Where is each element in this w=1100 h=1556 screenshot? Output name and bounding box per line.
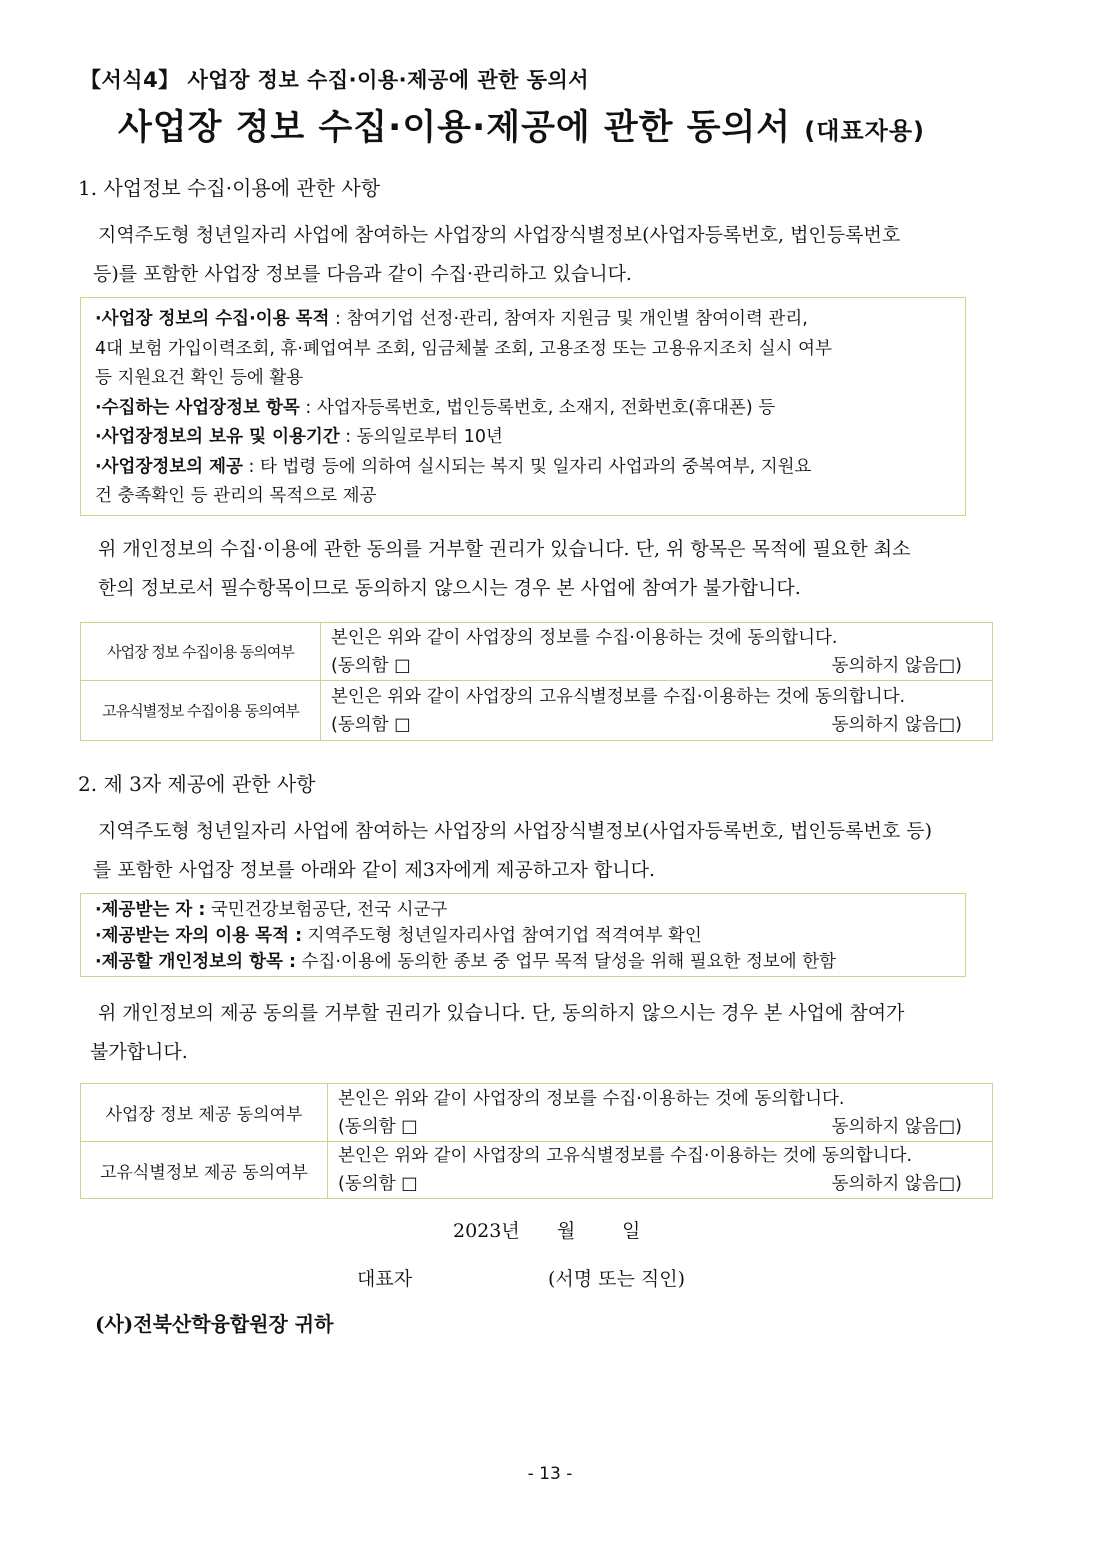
- disagree-checkbox[interactable]: 동의하지 않음□): [831, 714, 962, 735]
- consent-label: 사업장 정보 수집이용 동의여부: [81, 623, 321, 681]
- info-item-label: ·사업장 정보의 수집·이용 목적: [95, 309, 330, 329]
- consent-label: 고유식별정보 수집이용 동의여부: [81, 681, 321, 741]
- info-item-text: 국민건강보험공단, 전국 시군구: [205, 900, 448, 920]
- agree-checkbox[interactable]: (동의함 □: [338, 1116, 418, 1137]
- consent-label: 고유식별정보 제공 동의여부: [81, 1142, 328, 1199]
- date-month: 월: [557, 1220, 576, 1242]
- section2-heading: 2. 제 3자 제공에 관한 사항: [78, 772, 316, 796]
- info-item: [95, 364, 965, 394]
- signature-field[interactable]: (서명 또는 직인): [548, 1268, 686, 1290]
- consent-row: [81, 681, 993, 741]
- section2-consent-table: [80, 1083, 993, 1199]
- info-item: [95, 482, 965, 512]
- section1-intro-line: 등)를 포함한 사업장 정보를 다음과 같이 수집·관리하고 있습니다.: [93, 263, 632, 285]
- notice-line: 위 개인정보의 제공 동의를 거부할 권리가 있습니다. 단, 동의하지 않으시는 경우 본 사업에 참여가: [98, 1002, 905, 1024]
- notice-line: 위 개인정보의 수집·이용에 관한 동의를 거부할 권리가 있습니다. 단, 위 항목은 목적에 필요한 최소: [98, 538, 911, 560]
- section1-info-box: [80, 297, 966, 516]
- info-item-text: : 동의일로부터 10년: [339, 427, 503, 447]
- info-item-label: ·수집하는 사업장정보 항목: [95, 397, 300, 418]
- info-item-text: 수집·이용에 동의한 종보 중 업무 목적 달성을 위해 필요한 정보에 한함: [295, 952, 837, 972]
- disagree-checkbox[interactable]: 동의하지 않음□): [831, 655, 962, 676]
- section1-intro-line: 지역주도형 청년일자리 사업에 참여하는 사업장의 사업장식별정보(사업자등록번호, 법인등록번호: [98, 224, 901, 246]
- date-day: 일: [622, 1220, 641, 1242]
- notice-line: 불가합니다.: [90, 1041, 188, 1063]
- consent-row: [81, 1142, 993, 1199]
- info-item-text: 4대 보험 가입이력조회, 휴·폐업여부 조회, 임금체불 조회, 고용조정 또는 고용유지조치 실시 여부: [95, 338, 832, 359]
- consent-statement: 본인은 위와 같이 사업장의 고유식별정보를 수집·이용하는 것에 동의합니다.: [338, 1146, 913, 1166]
- agree-checkbox[interactable]: (동의함 □: [331, 655, 411, 676]
- info-item-text: 등 지원요건 확인 등에 활용: [95, 368, 304, 388]
- section2-notice: [90, 994, 973, 1072]
- section1-consent-table: [80, 622, 993, 741]
- info-item: [95, 305, 965, 335]
- section1-intro: [93, 216, 973, 294]
- info-item-label: ·제공할 개인정보의 항목 :: [95, 952, 296, 972]
- form-label: 【서식4】 사업장 정보 수집·이용·제공에 관한 동의서: [80, 68, 590, 92]
- consent-statement: 본인은 위와 같이 사업장의 고유식별정보를 수집·이용하는 것에 동의합니다.: [331, 686, 906, 707]
- section1-heading: 1. 사업정보 수집·이용에 관한 사항: [78, 176, 381, 200]
- agree-checkbox[interactable]: (동의함 □: [331, 714, 411, 735]
- info-item: [95, 423, 965, 453]
- consent-row: [81, 1084, 993, 1142]
- section1-notice: [98, 530, 973, 608]
- document-title: [118, 100, 925, 150]
- info-item-text: 건 충족확인 등 관리의 목적으로 제공: [95, 486, 377, 506]
- document-title-sub: (대표자용): [804, 117, 925, 145]
- date-year: 2023년: [453, 1220, 520, 1242]
- document-title-main: 사업장 정보 수집·이용·제공에 관한 동의서: [118, 108, 792, 148]
- consent-label: 사업장 정보 제공 동의여부: [81, 1084, 328, 1142]
- info-item: [95, 949, 965, 975]
- representative-label: 대표자: [357, 1268, 413, 1290]
- section2-info-box: [80, 893, 966, 977]
- info-item-label: ·사업장정보의 보유 및 이용기간: [95, 427, 340, 447]
- info-item: [95, 897, 965, 923]
- info-item-text: : 타 법령 등에 의하여 실시되는 복지 및 일자리 사업과의 중복여부, 지원요: [242, 456, 812, 477]
- info-item-label: ·제공받는 자의 이용 목적 :: [95, 926, 303, 946]
- section2-intro-line: 지역주도형 청년일자리 사업에 참여하는 사업장의 사업장식별정보(사업자등록번호, 법인등록번호 등): [98, 820, 933, 842]
- info-item-label: ·제공받는 자 :: [95, 900, 206, 920]
- info-item-text: 지역주도형 청년일자리사업 참여기업 적격여부 확인: [302, 926, 702, 946]
- disagree-checkbox[interactable]: 동의하지 않음□): [831, 1116, 962, 1137]
- notice-line: 한의 정보로서 필수항목이므로 동의하지 않으시는 경우 본 사업에 참여가 불가합니다.: [98, 577, 801, 599]
- section2-intro-line: 를 포함한 사업장 정보를 아래와 같이 제3자에게 제공하고자 합니다.: [93, 859, 656, 881]
- agree-checkbox[interactable]: (동의함 □: [338, 1174, 418, 1194]
- disagree-checkbox[interactable]: 동의하지 않음□): [831, 1174, 962, 1194]
- consent-statement: 본인은 위와 같이 사업장의 정보를 수집·이용하는 것에 동의합니다.: [331, 627, 838, 648]
- consent-row: [81, 623, 993, 681]
- addressee: (사)전북산학융합원장 귀하: [95, 1312, 334, 1336]
- consent-statement: 본인은 위와 같이 사업장의 정보를 수집·이용하는 것에 동의합니다.: [338, 1088, 845, 1109]
- info-item-label: ·사업장정보의 제공: [95, 456, 243, 477]
- info-item: [95, 394, 965, 424]
- info-item-text: : 참여기업 선정·관리, 참여자 지원금 및 개인별 참여이력 관리,: [329, 309, 808, 329]
- info-item: [95, 335, 965, 365]
- info-item: [95, 923, 965, 949]
- page-number: - 13 -: [527, 1464, 573, 1484]
- info-item: [95, 453, 965, 483]
- section2-intro: [93, 812, 973, 890]
- info-item-text: : 사업자등록번호, 법인등록번호, 소재지, 전화번호(휴대폰) 등: [299, 397, 776, 418]
